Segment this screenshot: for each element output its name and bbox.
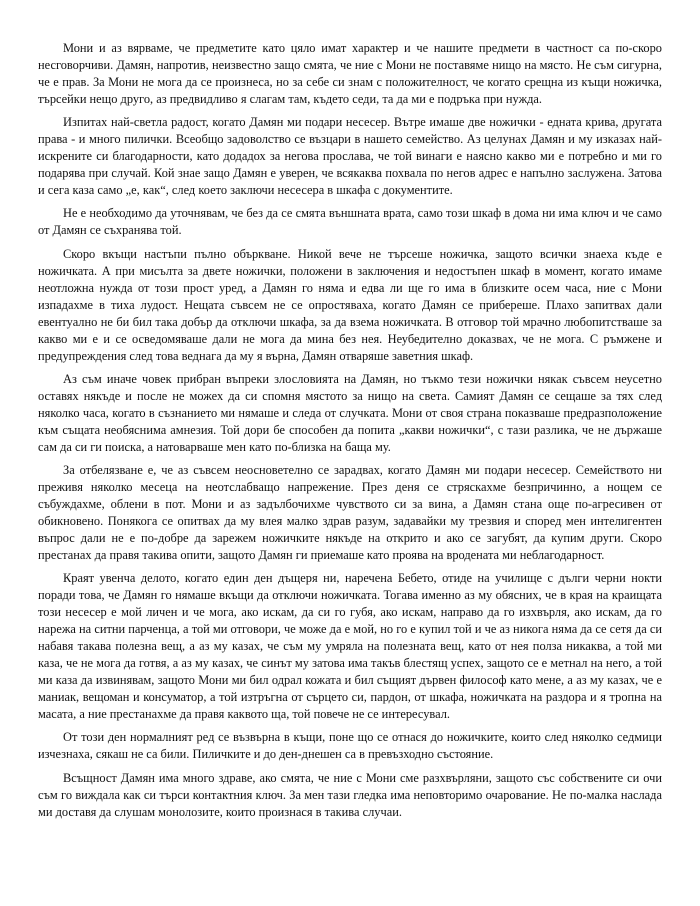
document-body: [38, 40, 662, 827]
paragraph-6: За отбелязване е, че аз съвсем неосноветелно се зарадвах, когато Дамян ми подари несесер. Семейството ни преживя няколко месеца на неотслабващо напрежение. През деня се стряскахме безпричинно, а нощем се събуждахме, облени в пот. Мони и аз задълбочихме чувството си за вина, а Дамян стана още по-агресивен от обикновено. Понякога се опитвах да му влея малко здрав разум, задавайки му трезвия и според мен интелигентен въпрос дали не е по-добре да зарежем ножичките някъде на открито и ако се загубят, да купим други. Скоро престанах да правя такива опити, защото Дамян ги приемаше като проява на вродената ми неблагодарност.: [38, 462, 662, 562]
paragraph-7: Краят увенча делото, когато един ден дъщеря ни, наречена Бебето, отиде на училище с дълги черни нокти поради това, че Дамян го нямаше вкъщи да отключи ножичката. Тогава именно аз му обясних, че в края на краищата този несесер е мой личен и че мога, ако искам, да си го губя, ако искам, направо да го изхвърля, ако искам, да го нарежа на ситни парченца, а той ми отговори, че може да е мой, но го е купил той и че аз никога няма да се сетя да си набавя такава полезна вещ, а аз му казах, че съм му умряла на полезната вещ, като от нея полза никаква, а той ми каза, че не мога да готвя, а аз му казах, че синът му затова има такъв блестящ успех, защото се е метнал на него, а той ми каза да извинявам, защото Мони ми бил одрал кожата и бил същият дървен философ като мене, а аз му казах, че е маниак, вещоман и консуматор, а той изтръгна от сърцето си, пардон, от шкафа, ножичката на раздора и я тропна на масата, а ние престанахме да правя каквото ща, той повече не се интересувал.: [38, 571, 662, 722]
paragraph-9: Всъщност Дамян има много здраве, ако смята, че ние с Мони сме разхвърляни, защото със собствените си очи съм го виждала как си търси контактния ключ. За мен тази гледка има неповторимо очарование. Не по-малка наслада ми доставя да слушам монолозите, които произнася в такива случаи.: [38, 770, 662, 819]
paragraph-4: Скоро вкъщи настъпи пълно объркване. Никой вече не търсеше ножичка, защото всички знаеха къде е ножичката. А при мисълта за двете ножички, положени в заключения и недостъпен шкаф в момент, когато имаме неотложна нужда от този прост уред, а Дамян го няма и едва ли ще го има в близките осем часа, ние с Мони изпадахме в тиха лудост. Нещата съвсем не се опростяваха, когато Дамян се прибереше. Плахо запитвах дали евентуално не би бил така добър да отключи шкафа, за да взема ножичката. В отговор той мрачно любопитстваше за какво ми е и се осведомяваше дали не мога да мина без нея. Неубедително доказвах, че не мога. С ръмжене и предупреждения след това веднага да му я върна, Дамян отваряше заветния шкаф.: [38, 246, 662, 363]
paragraph-1: Мони и аз вярваме, че предметите като цяло имат характер и че нашите предмети в частност са по-скоро несговорчиви. Дамян, напротив, неизвестно защо смята, че ние с Мони не поставяме нищо на място. Не съм сигурна, че е прав. За Мони не мога да се произнеса, но за себе си знам с положителност, че когато срещна из къщи ножичка, търсейки нещо друго, аз предвидливо я слагам там, където седи, та да ми е подръка при нужда.: [38, 41, 662, 106]
paragraph-5: Аз съм иначе човек прибран въпреки злословията на Дамян, но тъкмо тези ножички някак съвсем неусетно оставях някъде и после не можех да си спомня мястото за нищо на света. Самият Дамян се сещаше за тях след няколко часа, когато в съзнанието ми нямаше и следа от случката. Мони от своя страна показваше предразположение към същата необяснима амнезия. Той дори бе способен да попита „какви ножички“, с тази разлика, че не държаше сам да си ги поиска, а натоварваше мен като по-близка на баща му.: [38, 371, 662, 454]
paragraph-3: Не е необходимо да уточнявам, че без да се смята външната врата, само този шкаф в дома ни има ключ и че само от Дамян се съхранява той.: [38, 206, 662, 238]
paragraph-2: Изпитах най-светла радост, когато Дамян ми подари несесер. Вътре имаше две ножички - едната крива, другата права - и много пилички. Всеобщо задоволство се възцари в нашето семейство. Аз целунах Дамян и му изказах най-искрените си благодарности, като додадох за негова прослава, че той винаги е наясно какво ми е потребно и ми го подарява при случай. Кой знае защо Дамян е уверен, че всякаква похвала по негов адрес е напълно заслужена. Затова и сега каза само „е, как“, след което заключи несесера в шкафа с документите.: [38, 115, 662, 198]
paragraph-8: От този ден нормалният ред се възвърна в къщи, поне що се отнася до ножичките, които след няколко седмици изчезнаха, сякаш не са били. Пиличките и до ден-днешен са в превъзходно състояние.: [38, 730, 662, 762]
